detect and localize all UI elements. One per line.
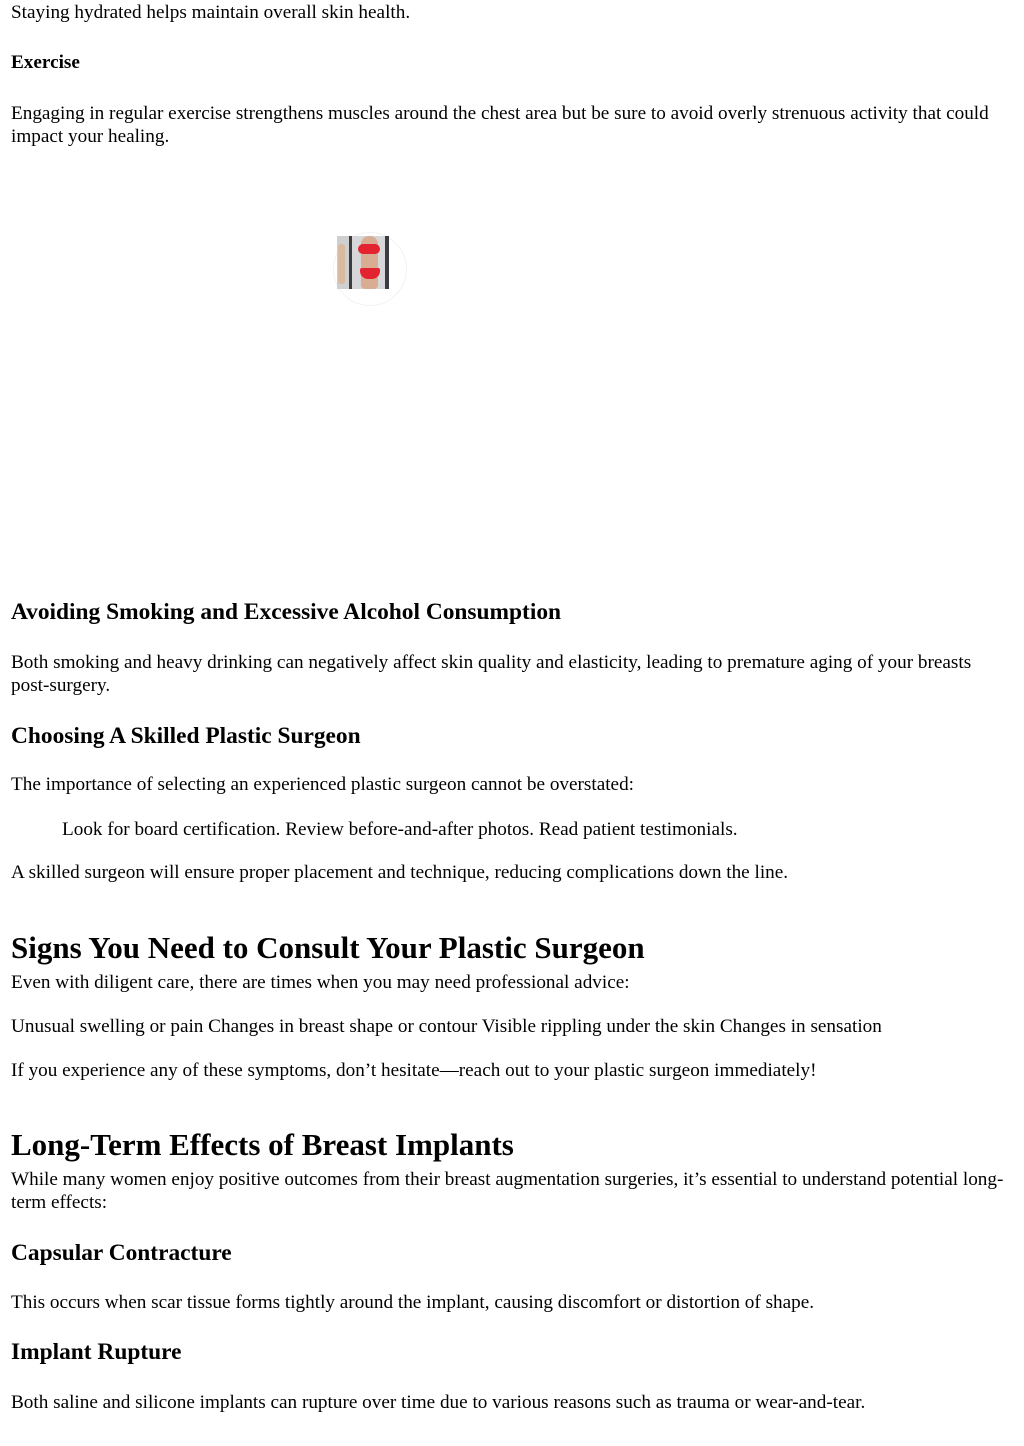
list-surgeon-tips: Look for board certification. Review before-and-after photos. Read patient testimonials. (62, 819, 738, 840)
paragraph-hydration: Staying hydrated helps maintain overall skin health. (11, 2, 411, 23)
paragraph-signs-intro: Even with diligent care, there are times when you may need professional advice: (11, 972, 630, 993)
heading-exercise: Exercise (11, 52, 80, 73)
list-signs: Unusual swelling or pain Changes in breast shape or contour Visible rippling under the skin Changes in sensation (11, 1016, 882, 1037)
heading-surgeon: Choosing A Skilled Plastic Surgeon (11, 723, 361, 749)
paragraph-smoking: Both smoking and heavy drinking can negatively affect skin quality and elasticity, leading to premature aging of your breasts post-surgery. (11, 652, 972, 696)
paragraph-rupture: Both saline and silicone implants can rupture over time due to various reasons such as trauma or wear-and-tear. (11, 1392, 866, 1413)
before-after-photo (337, 236, 389, 289)
heading-longterm: Long-Term Effects of Breast Implants (11, 1126, 514, 1162)
paragraph-capsular: This occurs when scar tissue forms tightly around the implant, causing discomfort or distortion of shape. (11, 1292, 815, 1313)
paragraph-surgeon-intro: The importance of selecting an experienced plastic surgeon cannot be overstated: (11, 774, 634, 795)
paragraph-exercise: Engaging in regular exercise strengthens muscles around the chest area but be sure to avoid overly strenuous activity that could impact your healing. (11, 103, 989, 147)
photo-left-panel (337, 236, 349, 289)
paragraph-signs-outro: If you experience any of these symptoms, don’t hesitate—reach out to your plastic surgeon immediately! (11, 1060, 817, 1081)
paragraph-surgeon-outro: A skilled surgeon will ensure proper placement and technique, reducing complications down the line. (11, 862, 789, 883)
photo-right-panel (352, 236, 389, 289)
heading-rupture: Implant Rupture (11, 1339, 182, 1365)
heading-capsular: Capsular Contracture (11, 1240, 232, 1266)
paragraph-longterm: While many women enjoy positive outcomes from their breast augmentation surgeries, it’s essential to understand potential long-term effects: (11, 1169, 1004, 1213)
heading-signs: Signs You Need to Consult Your Plastic Surgeon (11, 929, 645, 965)
heading-smoking: Avoiding Smoking and Excessive Alcohol Consumption (11, 599, 562, 625)
